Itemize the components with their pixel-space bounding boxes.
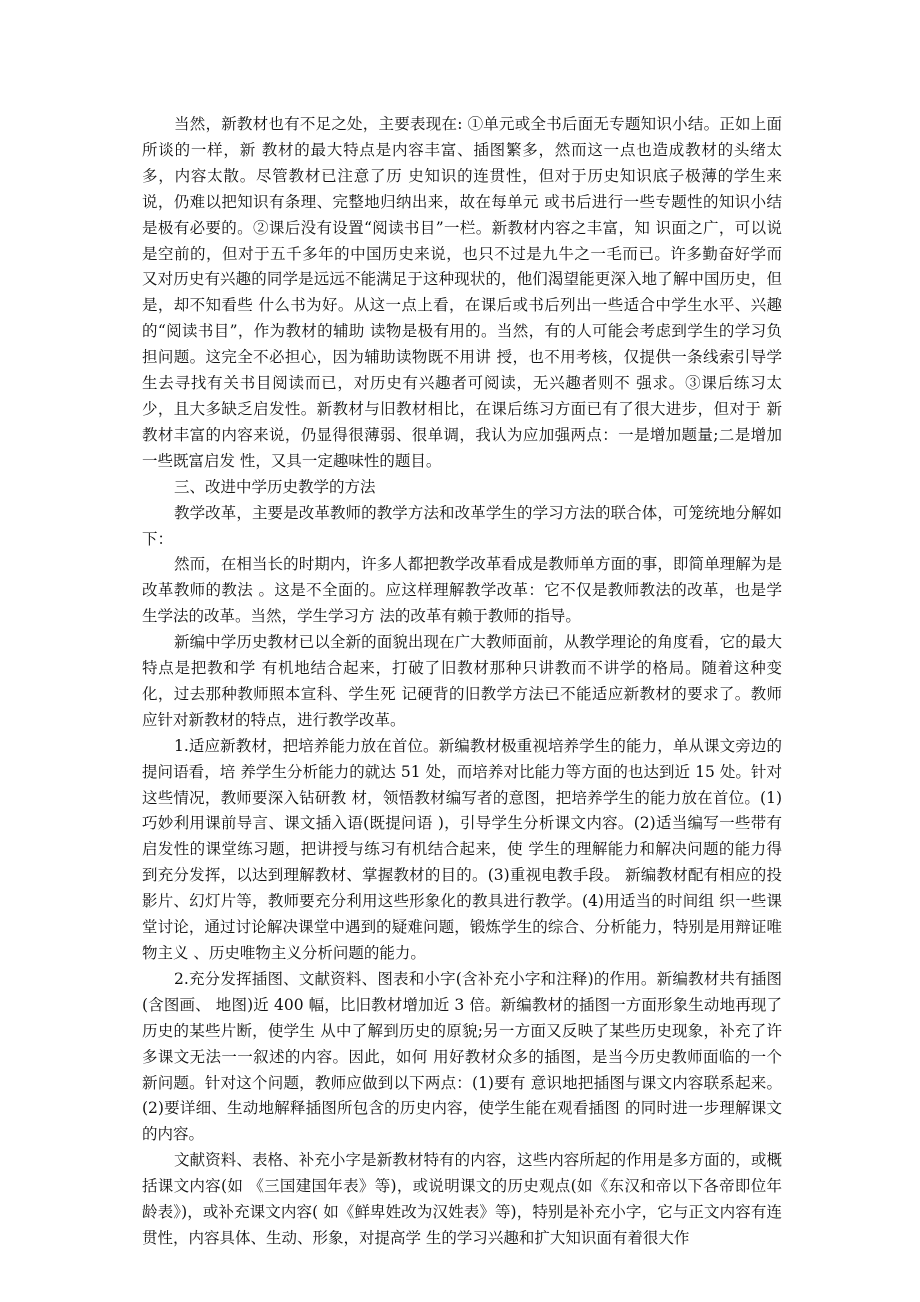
paragraph-reform-intro: 教学改革，主要是改革教师的教学方法和改革学生的学习方法的联合体，可笼统地分解如下：: [142, 503, 782, 548]
paragraph-reform-understanding: 然而，在相当长的时期内，许多人都把教学改革看成是教师单方面的事，即简单理解为是改革教师的教法 。这是不全面的。应这样理解教学改革：它不仅是教师教法的改革，也是学生学法的改革。当然，学生学习方 法的改革有赖于教师的指导。: [142, 555, 782, 626]
paragraph-shortcomings: 当然，新教材也有不足之处，主要表现在: ①单元或全书后面无专题知识小结。正如上面所谈的一样，新 教材的最大特点是内容丰富、插图繁多，然而这一点也造成教材的头绪太多，内容太散。尽管教材已注意了历 史知识的连贯性，但对于历史知识底子极薄的学生来说，仍难以把知识有条理、完整地归纳出来，故在每单元 或书后进行一些专题性的知识小结是极有必要的。②课后没有设置“阅读书目”一栏。新教材内容之丰富，知 识面之广，可以说是空前的，但对于五千多年的中国历史来说，也只不过是九牛之一毛而已。许多勤奋好学而 又对历史有兴趣的同学是远远不能满足于这种现状的，他们渴望能更深入地了解中国历史，但是，却不知看些 什么书为好。从这一点上看，在课后或书后列出一些适合中学生水平、兴趣的“阅读书目”，作为教材的辅助 读物是极有用的。当然，有的人可能会考虑到学生的学习负担问题。这完全不必担心，因为辅助读物既不用讲 授，也不用考核，仅提供一条线索引导学生去寻找有关书目阅读而已，对历史有兴趣者可阅读，无兴趣者则不 强求。③课后练习太少，且大多缺乏启发性。新教材与旧教材相比，在课后练习方面已有了很大进步，但对于 新教材丰富的内容来说，仍显得很薄弱、很单调，我认为应加强两点：一是增加题量;二是增加一些既富启发 性，又具一定趣味性的题目。: [142, 115, 782, 470]
paragraph-new-textbook: 新编中学历史教材已以全新的面貌出现在广大教师面前，从教学理论的角度看，它的最大特点是把教和学 有机地结合起来，打破了旧教材那种只讲教而不讲学的格局。随着这种变化，过去那种教师照本宣科、学生死 记硬背的旧教学方法已不能适应新教材的要求了。教师应针对新教材的特点，进行教学改革。: [142, 633, 782, 729]
section-heading: 三、改进中学历史教学的方法: [174, 477, 376, 496]
paragraph-point-1: 1.适应新教材，把培养能力放在首位。新编教材极重视培养学生的能力，单从课文旁边的提问语看，培 养学生分析能力的就达 51 处，而培养对比能力等方面的也达到近 15 处。针对这些情况，教师要深入钻研教 材，领悟教材编写者的意图，把培养学生的能力放在首位。(1)巧妙利用课前导言、课文插入语(既提问语 )，引导学生分析课文内容。(2)适当编写一些带有启发性的课堂练习题，把讲授与练习有机结合起来，使 学生的理解能力和解决问题的能力得到充分发挥，以达到理解教材、掌握教材的目的。(3)重视电教手段。 新编教材配有相应的投影片、幻灯片等，教师要充分利用这些形象化的教具进行教学。(4)用适当的时间组 织一些课堂讨论，通过讨论解决课堂中遇到的疑难问题，锻炼学生的综合、分析能力，特别是用辩证唯物主义 、历史唯物主义分析问题的能力。: [142, 736, 782, 962]
paragraph-documents: 文献资料、表格、补充小字是新教材特有的内容，这些内容所起的作用是多方面的，或概括课文内容(如 《三国建国年表》等)，或说明课文的历史观点(如《东汉和帝以下各帝即位年龄表》)，或补充课文内容( 如《鲜卑姓改为汉姓表》等)，特别是补充小字，它与正文内容有连贯性，内容具体、生动、形象，对提高学 生的学习兴趣和扩大知识面有着很大作: [142, 1151, 782, 1247]
document-body: [142, 112, 782, 1252]
paragraph-point-2: 2.充分发挥插图、文献资料、图表和小字(含补充小字和注释)的作用。新编教材共有插图(含图画、 地图)近 400 幅，比旧教材增加近 3 倍。新编教材的插图一方面形象生动地再现了历史的某些片断，使学生 从中了解到历史的原貌;另一方面又反映了某些历史现象，补充了许多课文无法一一叙述的内容。因此，如何 用好教材众多的插图，是当今历史教师面临的一个新问题。针对这个问题，教师应做到以下两点：(1)要有 意识地把插图与课文内容联系起来。(2)要详细、生动地解释插图所包含的历史内容，使学生能在观看插图 的同时进一步理解课文的内容。: [142, 969, 782, 1144]
